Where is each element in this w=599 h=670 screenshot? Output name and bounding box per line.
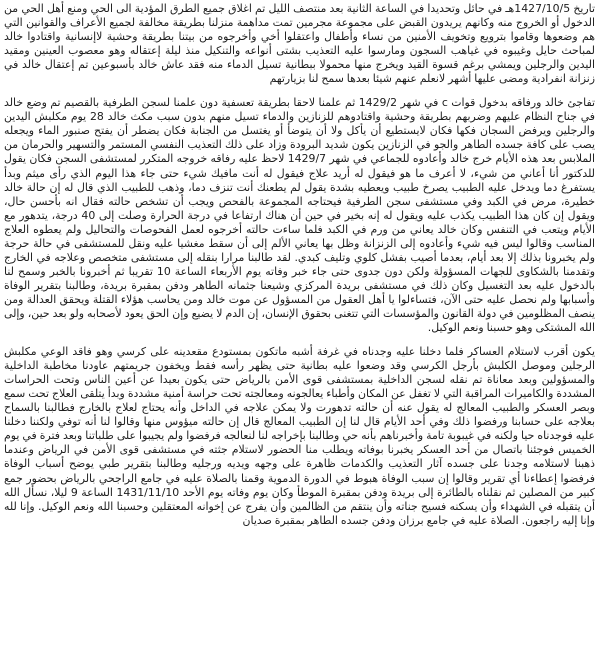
paragraph-3: يكون أقرب لاستلام العساكر فلما دخلنا عليه وجدناه في غرفة أشبه ماتكون بمستودع مقعدينه على كرسي وهو فاقد الوعي مكلبش الرجلين وموصل الكلبش بأرجل الكرسي وقد وضعوا عليه بطانية حتى يظهر رأسه فقط ويخفون جريمتهم عاودنا مخاطبة الداخلية والمسؤولين وبعد معاناة تم نقله لسجن الداخلية بمستشفى قوى الأمن بالرياض حتى يكون بعيدا عن أعين الناس وتحت الحراسات المشددة والكاميرات المراقبة التي لا تغفل عن المكان وأطباء يعالجونه ومعالجته تحت حراسة أمنية مشددة وبدأ يتلقى العلاج تحت سمع وبصر العسكر والطبيب المعالج له يقول عنه أن حالته تدهورت ولا يمكن علاجه في الداخل وأنه يحتاج لعلاج بالخارج فطالبنا بالسماح بعلاجه على حسابنا ورفضوا ذلك وفي أحد الأيام قال لنا إن الطبيب المعالج قال إن حالته ميؤوس منها وقالوا لنا أنه توفي ولكننا دخلنا عليه فوجدناه حيا ولكنه في غيبوبة تامة وأخبرناهم بأنه حي وطالبنا بإخراجه لنا لنعالجه فرفضوا ولم يجيبوا على طلباتنا وبعد فترة في يوم الخميس فوجئنا باتصال من أحد العسكر يخبرنا بوفاته ويطلب منا الحضور لاستلام جثته في مستشفى قوى الأمن في الرياض وعندما ذهبنا لاستلامه وجدنا على جسده آثار التعذيب والكدمات ظاهرة على وجهه ويديه ورجليه وطالبنا بتقرير طبي يوضح أسباب الوفاة فرفضوا إعطاءنا أي تقرير وقالوا إن سبب الوفاة هبوط في الدورة الدموية وقمنا بالصلاة عليه في جامع الراجحي بالرياض بحضور جمع كبير من المصلين ثم نقلناه بالطائرة إلى بريدة ودفن بمقبرة الموطأ وكان يوم وفاته يوم الأحد 1431/11/10 الساعة 9 ليلا، نسأل الله أن يتقبله في الشهداء وأن يسكنه فسيح جناته وأن ينتقم من الظالمين وأن يفرج عن إخوانه المعتقلين وحسبنا الله ونعم الوكيل. وإنا لله وإنا إليه راجعون. الصلاة عليه في جامع برزان ودفن جسده الطاهر بمقبرة صديان: [4, 345, 595, 527]
paragraph-2: تفاجئ خالد ورفاقه بدخول قوات c في شهر 1429/2 ثم علمنا لاحقا بطريقة تعسفية دون علمنا لسجن الطرفية بالقصيم تم وضع خالد في جناح النظام عليهم وضربهم بطريقة وحشية واقتادوهم للزنازين والدماء تسيل منهم بدون سبب مكث خالد 28 يوم مكلبش اليدين والرجلين ويرفض السجان فكها فكان لايستطيع أن يأكل ولا أن يتوضأ أو يغتسل من الجنابة فكان يضطر أن يفتح صنبور الماء ويجعله يصب على كافة جسده الطاهر والجو في الزنازين يكون شديد البرودة وزاد على ذلك التعذيب النفسي المستمر والتسهير والحرمان من الملابس بعد هذه الأيام خرج خالد وأعادوه للجماعي في شهر 1429/7 لاحظ عليه رفاقه خروجه المتكرر لمستشفى السجن فكان يقول للدكتور أنا أعاني من شيء، لا أعرف ما هو فيقول له أريد علاج فيقول له أنت مافيك شيء حتى جاء هذا اليوم الذي رأى ميثم وبدأ يستفرغ دما ويدخل عليه الطبيب يصرخ طبيب ويعطيه بشدة يقول لم يطعنك أنت تنزف دما، وذهب للطبيب الذي قال له إن حالة خالد خطيرة، مرض في الكبد وفي مستشفى سجن الطرفية فيحتاجه المجموعة بالفحص ويجب أن تشخص حالته فقال انه بأحسن حال، ويقول إن كان هذا الطبيب يكذب عليه ويقول له إنه بخير في حين أن هناك ارتفاعا في درجة الحرارة وصلت إلى 40 درجة، يتدهور مع الأيام ويتعب في التنفس وكان خالد يعاني من ورم في الكبد فلما ساءت حالته أخرجوه لعمل الفحوصات والتحاليل ولم يعطوه العلاج المناسب وقالوا ليس فيه شيء وأعادوه إلى الزنزانة وظل بها يعاني الألم إلى أن سقط مغشيا عليه ونقل للمستشفى في حالة حرجة ولم يخبرونا بذلك إلا بعد أيام، بعدما أصيب بفشل كلوي وتليف كبدي. لقد طالبنا مرارا بنقله إلى مستشفى متخصص وعلاجه في الخارج وتقدمنا بالشكاوى للجهات المسؤولة ولكن دون جدوى حتى جاء خبر وفاته يوم الأربعاء الساعة 10 تقريبا ثم أخبرونا بالخبر وسمح لنا بالدخول عليه بعد التغسيل وكان ذلك في مستشفى بريدة المركزي وشيعنا جثمانه الطاهر ودفن بمقبرة بريدة، وطالبنا بتقرير الوفاة وأسبابها ولم نحصل عليه حتى الآن، فتساءلوا يا أهل العقول من المسؤول عن موت خالد ومن يحاسب هؤلاء القتلة ويحقق العدالة ومن ينصف المظلومين في دولة القانون والمؤسسات التي تتغنى بحقوق الإنسان، إن الدم لا يضيع وإن الحق يعود لأصحابه ولو بعد حين، وإلى الله المشتكى وهو حسبنا ونعم الوكيل.: [4, 96, 596, 335]
paragraph-1: تاريخ 1427/10/5هـ في حائل وتحديدا في الساعة الثانية بعد منتصف الليل تم اغلاق جميع الطرق المؤدية الى الحي ومنع أهل الحي من الدخول أو الخروج منه وكانهم يريدون القبض على مجموعة مجرمين تمت مداهمة منزلنا بطريقة مخالفة لجميع الأعراف والقوانين التي هم وضعوها وقاموا بترويع وتخويف الأمنين من نساء وأطفال واعتقلوا أخي وأخرجوه من بيتنا بطريقة وحشية لاإنسانية واقتادوا خالد لمباحث حايل وغيبوه في غياهب السجون ومارسوا عليه التعذيب بشتى أنواعه والتنكيل منذ ليلة إعتقاله وهو معصوب العينين ومقيد اليدين والرجلين ويمشي برغم قسوة القيد ويخرج منها محمولا ببطانية تسيل الدماء منه فقد عاش خالد بأسبوعين تم إعتقال خالد في زنزانة انفرادية ومضى عليها أشهر لانعلم عنهم شيئا بعدها سمح لنا بزيارتهم: [4, 2, 595, 86]
